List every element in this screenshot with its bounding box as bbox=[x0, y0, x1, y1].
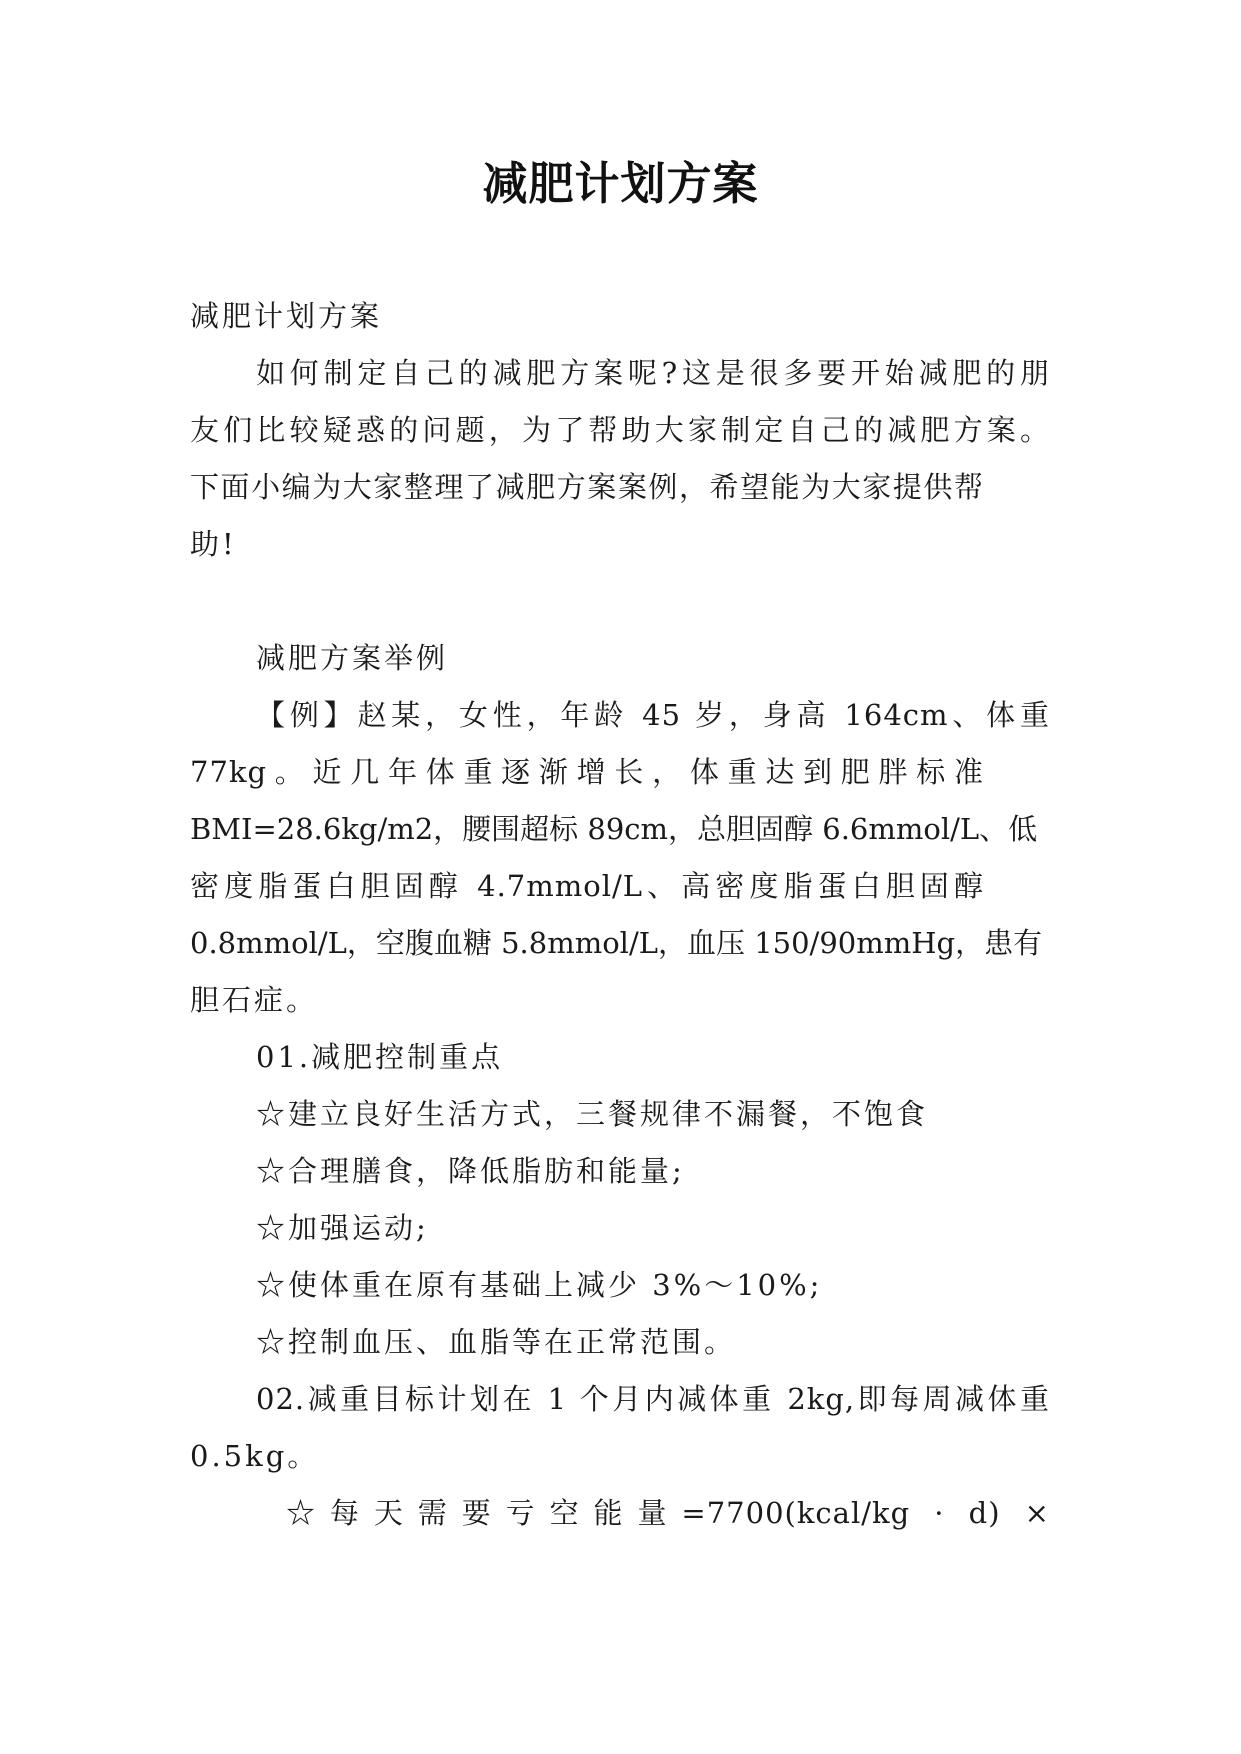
paragraph-line: 0.8mmol/L，空腹血糖 5.8mmol/L，血压 150/90mmHg，患有 bbox=[190, 926, 1043, 960]
paragraph-line: 友们比较疑惑的问题，为了帮助大家制定自己的减肥方案。 bbox=[190, 413, 1050, 447]
section-heading: 减肥计划方案 bbox=[190, 299, 383, 333]
formula-line: ☆每天需要亏空能量=7700(kcal/kg · d) × bbox=[286, 1496, 1050, 1530]
paragraph-line: 0.5kg。 bbox=[190, 1439, 320, 1473]
paragraph-line: 如何制定自己的减肥方案呢?这是很多要开始减肥的朋 bbox=[256, 356, 1050, 390]
paragraph-line: 下面小编为大家整理了减肥方案案例，希望能为大家提供帮 bbox=[190, 470, 984, 504]
paragraph-line: 密度脂蛋白胆固醇 4.7mmol/L、高密度脂蛋白胆固醇 bbox=[190, 869, 984, 903]
paragraph-line: 胆石症。 bbox=[190, 983, 319, 1017]
paragraph-line: 助! bbox=[190, 527, 237, 561]
paragraph-line: 【例】赵某，女性，年龄 45 岁，身高 164cm、体重 bbox=[256, 698, 1050, 732]
list-item: ☆加强运动; bbox=[256, 1211, 429, 1245]
list-item: ☆合理膳食，降低脂肪和能量; bbox=[256, 1154, 685, 1188]
paragraph-line: BMI=28.6kg/m2，腰围超标 89cm，总胆固醇 6.6mmol/L、低 bbox=[190, 812, 1038, 846]
paragraph-line: 02.减重目标计划在 1 个月内减体重 2kg,即每周减体重 bbox=[256, 1382, 1050, 1416]
list-item: ☆控制血压、血脂等在正常范围。 bbox=[256, 1325, 737, 1359]
list-item: ☆使体重在原有基础上减少 3%～10%; bbox=[256, 1268, 823, 1302]
paragraph-line: 77kg。近几年体重逐渐增长，体重达到肥胖标准 bbox=[190, 755, 984, 789]
subheading: 01.减肥控制重点 bbox=[256, 1040, 504, 1074]
list-item: ☆建立良好生活方式，三餐规律不漏餐，不饱食 bbox=[256, 1097, 929, 1131]
document-title: 减肥计划方案 bbox=[482, 157, 759, 210]
subheading: 减肥方案举例 bbox=[256, 641, 449, 675]
